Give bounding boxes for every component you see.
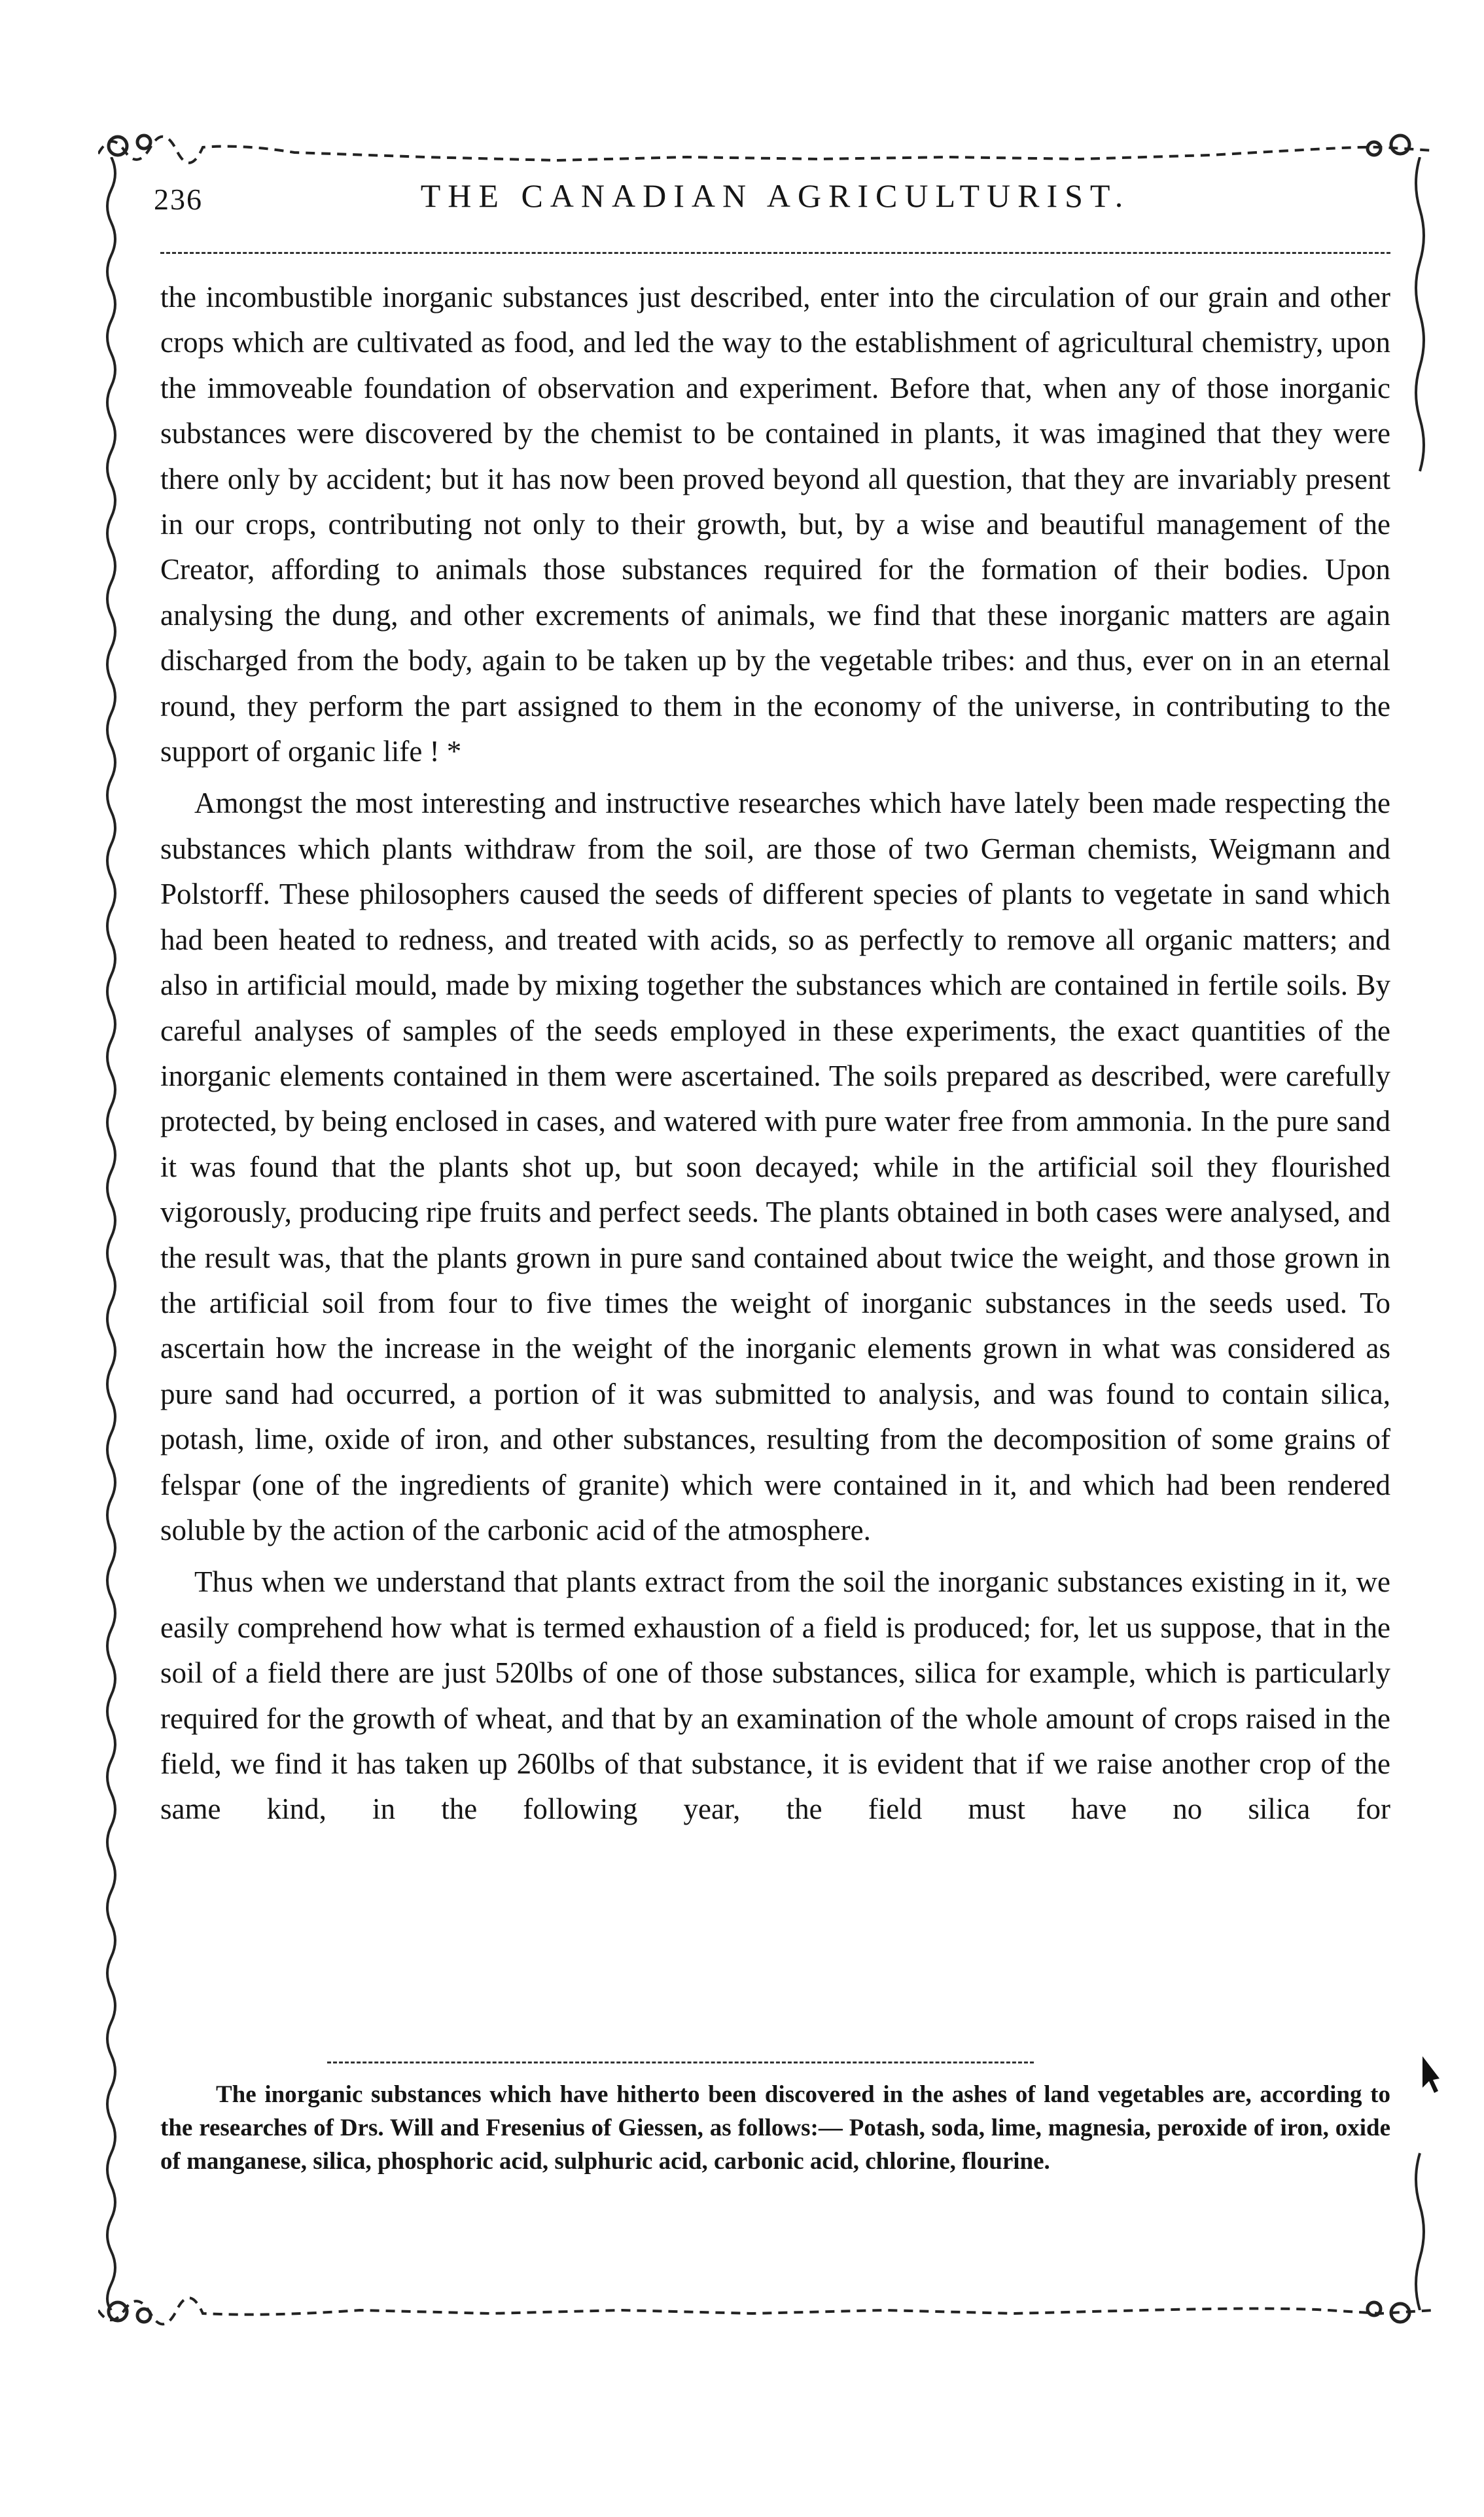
footnote-rule xyxy=(327,2062,1034,2063)
bottom-ornament-border xyxy=(98,2291,1433,2330)
pointer-icon xyxy=(1420,2055,1440,2094)
page-number: 236 xyxy=(154,183,203,216)
paragraph-2: Amongst the most interesting and instructive researches which have lately been made respecting the substances which plants withdraw from the soil, are those of two German chemists, Weigmann and Polstorff. These philosophers caused the seeds of different species of plants to vegetate in sand which had been heated to redness, and treated with acids, so as perfectly to remove all organic matters; and also in artificial mould, made by mixing together the substances which are contained in fertile soils. By careful analyses of samples of the seeds employed in these experiments, the exact quantities of the inorganic elements contained in them were ascertained. The soils prepared as described, were carefully protected, by being enclosed in cases, and watered with pure water free from ammonia. In the pure sand it was found that the plants shot up, but soon decayed; while in the artificial soil they flourished vigorously, producing ripe fruits and perfect seeds. The plants obtained in both cases were analysed, and the result was, that the plants grown in pure sand contained about twice the weight, and those grown in the artificial soil from four to five times the weight of inorganic substances in the seeds used. To ascertain how the increase in the weight of the inorganic elements grown in what was considered as pure sand had occurred, a portion of it was submitted to analysis, and was found to contain silica, potash, lime, oxide of iron, and other substances, resulting from the decomposition of some grains of felspar (one of the ingredients of granite) which were contained in it, and which had been rendered soluble by the action of the carbonic acid of the atmosphere. xyxy=(160,787,1390,1546)
running-title: THE CANADIAN AGRICULTURIST. xyxy=(420,177,1131,214)
paragraph-3: Thus when we understand that plants extract from the soil the inorganic substances existing in it, we easily comprehend how what is termed exhaustion of a field is produced; for, let us suppose, that in the soil of a field there are just 520lbs of one of those substances, silica for example, which is particularly required for the growth of wheat, and that by an examination of the whole amount of crops raised in the field, we find it has taken up 260lbs of that substance, it is evident that if we raise another crop of the same kind, in the following year, the field must have no silica for xyxy=(160,1565,1390,1826)
right-vine-border xyxy=(1407,157,1433,2310)
page-header xyxy=(154,177,1397,229)
header-rule xyxy=(160,252,1390,254)
top-ornament-border xyxy=(98,128,1433,167)
paragraph-1: the incombustible inorganic substances just described, enter into the circulation of our grain and other crops which are cultivated as food, and led the way to the establishment of agricultural chemistry, upon the immoveable foundation of observation and experiment. Before that, when any of those inorganic substances were discovered by the chemist to be contained in plants, it was imagined that they were there only by accident; but it has now been proved beyond all question, that they are invariably present in our crops, contributing not only to their growth, but, by a wise and beautiful management of the Creator, affording to animals those substances required for the formation of their bodies. Upon analysing the dung, and other excrements of animals, we find that these inorganic matters are again discharged from the body, again to be taken up by the vegetable tribes: and thus, ever on in an eternal round, they perform the part assigned to them in the economy of the universe, in contributing to the support of organic life ! * xyxy=(160,281,1390,768)
left-vine-border xyxy=(98,157,124,2310)
footnote: The inorganic substances which have hitherto been discovered in the ashes of land vegetables are, according to the researches of Drs. Will and Fresenius of Giessen, as follows:— Potash, soda, lime, magnesia, peroxide of iron, oxide of manganese, silica, phosphoric acid, sulphuric acid, carbonic acid, chlorine, flourine. xyxy=(160,2081,1390,2175)
body-text xyxy=(160,275,1390,1832)
